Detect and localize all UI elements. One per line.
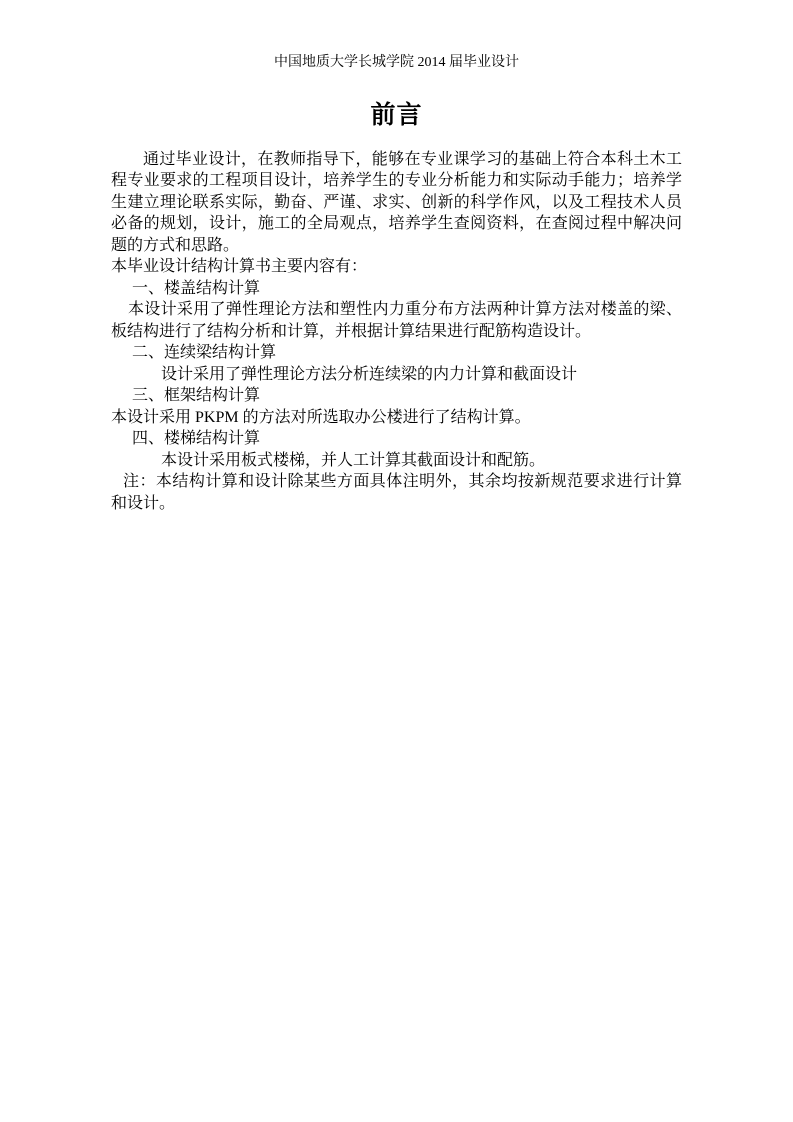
document-body [111,149,682,515]
note-paragraph: 注：本结构计算和设计除某些方面具体注明外，其余均按新规范要求进行计算和设计。 [111,473,682,512]
section-heading-2: 二、连续梁结构计算 [132,344,277,362]
contents-lead-line: 本毕业设计结构计算书主要内容有： [111,258,368,276]
section-heading-1: 一、楼盖结构计算 [132,279,261,297]
section-description-4: 本设计采用板式楼梯，并人工计算其截面设计和配筋。 [161,451,546,469]
section-heading-3: 三、框架结构计算 [132,387,261,405]
page-title: 前言 [370,102,423,129]
section-description-3: 本设计采用 PKPM 的方法对所选取办公楼进行了结构计算。 [111,408,531,426]
section-description-1: 本设计采用了弹性理论方法和塑性内力重分布方法两种计算方法对楼盖的梁、板结构进行了结构分析和计算，并根据计算结果进行配筋构造设计。 [111,301,682,340]
intro-paragraph: 通过毕业设计，在教师指导下，能够在专业课学习的基础上符合本科土木工程专业要求的工程项目设计，培养学生的专业分析能力和实际动手能力；培养学生建立理论联系实际，勤奋、严谨、求实、创新的科学作风，以及工程技术人员必备的规划，设计，施工的全局观点，培养学生查阅资料，在查阅过程中解决问题的方式和思路。 [111,150,682,254]
running-header: 中国地质大学长城学院 2014 届毕业设计 [274,55,519,70]
section-heading-4: 四、楼梯结构计算 [132,430,261,448]
section-description-2: 设计采用了弹性理论方法分析连续梁的内力计算和截面设计 [161,365,578,383]
